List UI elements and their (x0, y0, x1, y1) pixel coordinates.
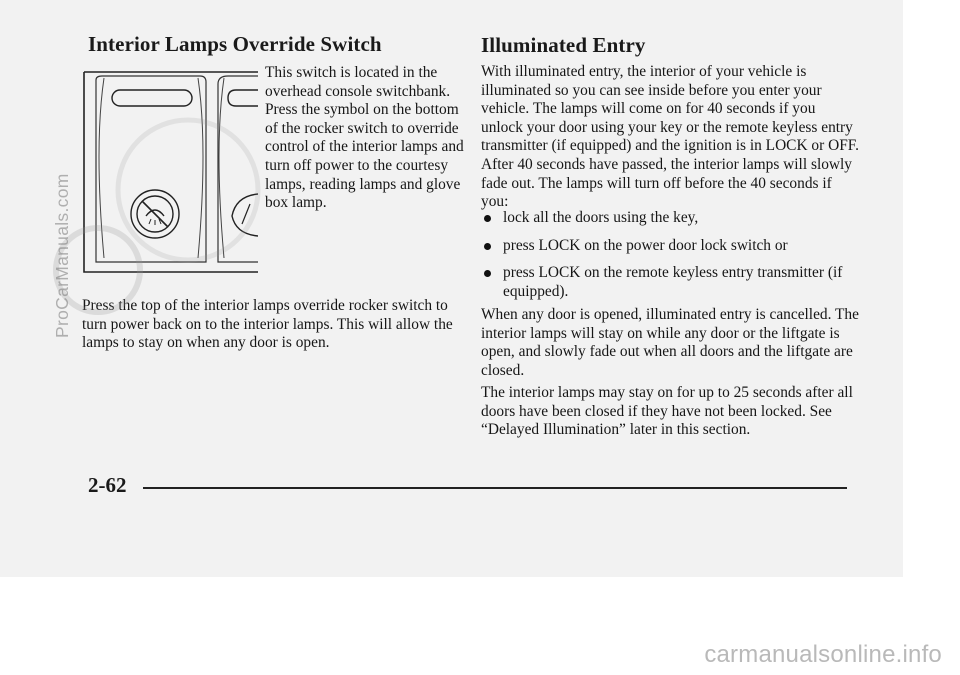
bullet-icon (484, 215, 491, 222)
list-item-text: lock all the doors using the key, (503, 209, 699, 226)
delayed-illumination-text: The interior lamps may stay on for up to 25 seconds after all doors have been closed if they have not been locked. See “Delayed Illumination” later in this section. (481, 384, 853, 439)
list-item (481, 209, 871, 228)
list-item (481, 237, 871, 256)
lamp-off-symbol-icon (131, 190, 179, 238)
turn-off-conditions-list (481, 209, 871, 310)
footer-watermark: carmanualsonline.info (704, 641, 942, 668)
illuminated-entry-heading: Illuminated Entry (481, 33, 646, 57)
page-number: 2-62 (88, 473, 127, 497)
list-item-text: press LOCK on the power door lock switch or (503, 236, 788, 254)
list-item-text: press LOCK on the remote keyless entry transmitter (if equipped). (503, 264, 843, 300)
bullet-icon (484, 243, 491, 250)
illuminated-entry-intro: With illuminated entry, the interior of your vehicle is illuminated so you can see inside before you enter your vehicle. The lamps will come on for 40 seconds if you unlock your door using your key or the remote keyless entry transmitter (if equipped) and the ignition is in LOCK or OFF. After 40 seconds have passed, the interior lamps will slowly fade out. The lamps will turn off before the 40 seconds if you: (481, 63, 859, 211)
list-item (481, 264, 871, 301)
watermark-text: ProCarManuals.com (52, 173, 72, 338)
rocker-switch-drawing (82, 66, 258, 274)
footer-rule (143, 487, 847, 489)
interior-lamps-heading: Interior Lamps Override Switch (88, 32, 382, 56)
press-top-text: Press the top of the interior lamps override rocker switch to turn power back on to the interior lamps. This will allow the lamps to stay on when any door is open. (82, 297, 453, 352)
switch-location-text: This switch is located in the overhead console switchbank. Press the symbol on the bottom of the rocker switch to override control of the interior lamps and turn off power to the courtesy lamps, reading lamps and glove box lamp. (265, 64, 464, 212)
rocker-switch-illustration (82, 66, 258, 274)
entry-cancelled-text: When any door is opened, illuminated entry is cancelled. The interior lamps will stay on while any door or the liftgate is open, and slowly fade out when all doors and the liftgate are closed. (481, 306, 859, 379)
bullet-icon (484, 270, 491, 277)
